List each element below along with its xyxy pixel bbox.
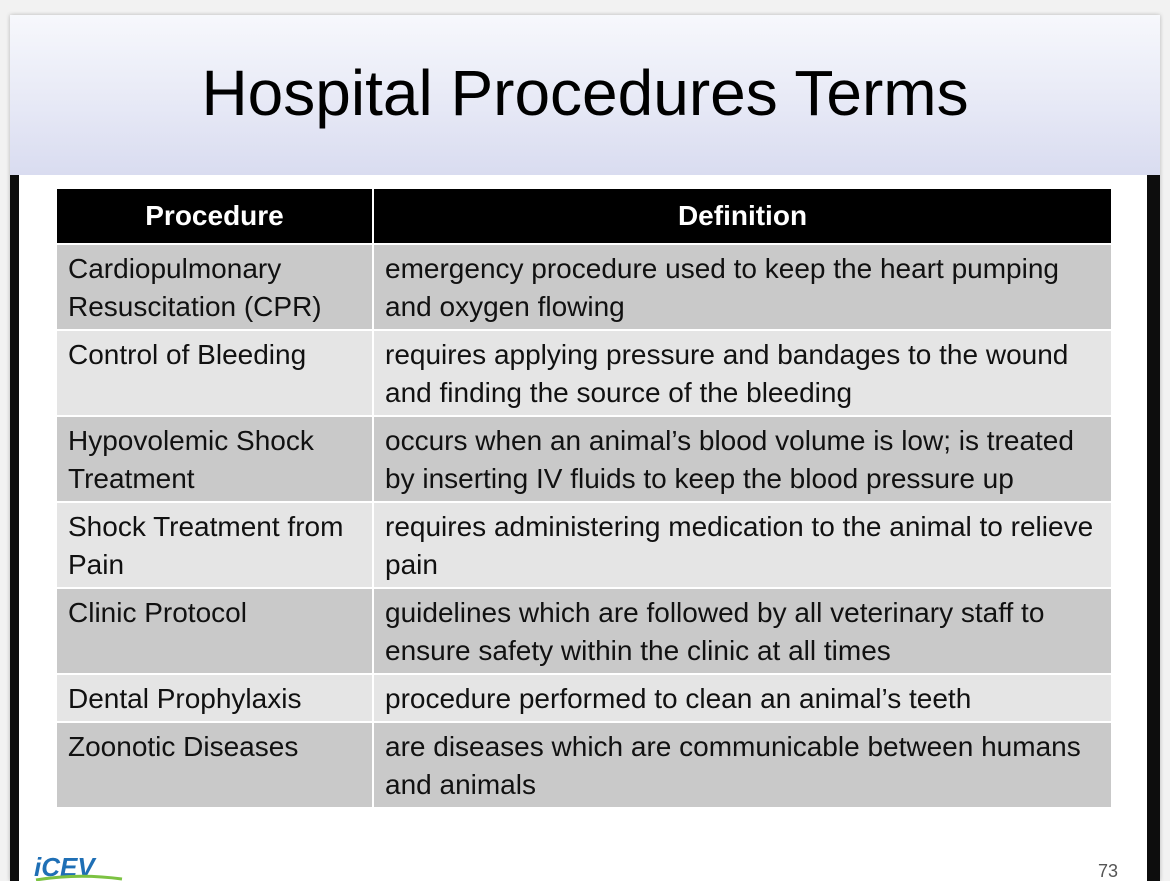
terms-table — [57, 189, 1111, 809]
left-dark-edge — [10, 175, 19, 881]
definition-cell: are diseases which are communicable between humans and animals — [373, 722, 1111, 808]
header-procedure: Procedure — [57, 189, 373, 244]
slide — [10, 15, 1160, 881]
slide-title: Hospital Procedures Terms — [201, 57, 969, 129]
procedure-cell: Dental Prophylaxis — [57, 674, 373, 722]
definition-cell: procedure performed to clean an animal’s teeth — [373, 674, 1111, 722]
page-number: 73 — [1097, 861, 1118, 881]
table-row — [57, 674, 1111, 722]
definition-cell: occurs when an animal’s blood volume is low; is treated by inserting IV fluids to keep the blood pressure up — [373, 416, 1111, 502]
table-row — [57, 244, 1111, 330]
procedure-cell: Cardiopulmonary Resuscitation (CPR) — [57, 244, 373, 330]
procedure-cell: Control of Bleeding — [57, 330, 373, 416]
table-row — [57, 416, 1111, 502]
procedure-cell: Zoonotic Diseases — [57, 722, 373, 808]
table-row — [57, 330, 1111, 416]
definition-cell: requires applying pressure and bandages to the wound and finding the source of the bleeding — [373, 330, 1111, 416]
table-row — [57, 722, 1111, 808]
procedure-cell: Hypovolemic Shock Treatment — [57, 416, 373, 502]
procedure-cell: Shock Treatment from Pain — [57, 502, 373, 588]
definition-cell: emergency procedure used to keep the heart pumping and oxygen flowing — [373, 244, 1111, 330]
table-row — [57, 588, 1111, 674]
icev-logo-icon — [32, 853, 124, 881]
table-header-row — [57, 189, 1111, 244]
definition-cell: guidelines which are followed by all veterinary staff to ensure safety within the clinic at all times — [373, 588, 1111, 674]
right-dark-edge — [1147, 175, 1160, 881]
header-definition: Definition — [373, 189, 1111, 244]
procedure-cell: Clinic Protocol — [57, 588, 373, 674]
svg-text:iCEV: iCEV — [34, 853, 95, 881]
table-row — [57, 502, 1111, 588]
definition-cell: requires administering medication to the animal to relieve pain — [373, 502, 1111, 588]
title-band — [10, 15, 1160, 175]
